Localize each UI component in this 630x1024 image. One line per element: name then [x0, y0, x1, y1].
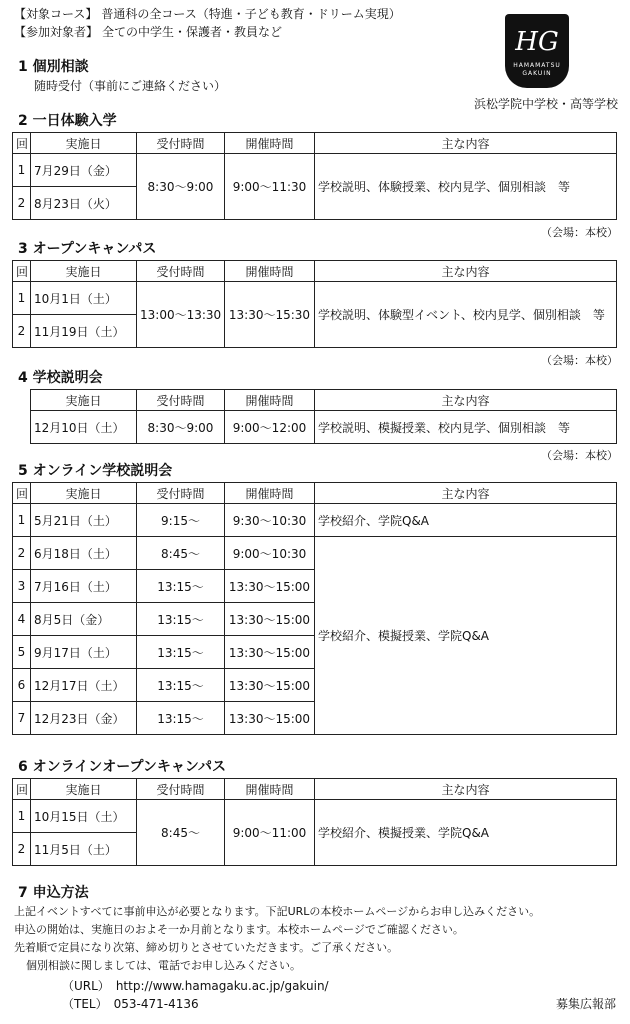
table-row: 6 12月17日（土） 13:15～ 13:30～15:00 [13, 669, 617, 702]
table-row: 1 7月29日（金） 8:30～9:00 9:00～11:30 学校説明、体験授業、校内見学、個別相談 等 [13, 154, 617, 187]
table-row: 5 9月17日（土） 13:15～ 13:30～15:00 [13, 636, 617, 669]
section-1-title: 1 個別相談 [18, 59, 89, 75]
department-name: 募集広報部 [555, 997, 616, 1011]
venue-note: （会場：本校） [541, 449, 618, 462]
table-row: 2 11月5日（土） [13, 833, 617, 866]
apply-line-2: 申込の開始は、実施日のおよそ一か月前となります。本校ホームページでご確認ください。 [14, 923, 464, 936]
table-header: 回 実施日 受付時間 開催時間 主な内容 [13, 261, 617, 282]
table-row: 1 10月15日（土） 8:45～ 9:00～11:00 学校紹介、模擬授業、学院Q&A [13, 800, 617, 833]
apply-line-1: 上記イベントすべてに事前申込が必要となります。下記URLの本校ホームページからお申し込みください。 [14, 905, 541, 918]
school-name: 浜松学院中学校・高等学校 [473, 97, 618, 111]
school-logo [505, 14, 569, 88]
table-online-open-campus [12, 778, 617, 866]
section-2-title: 2 一日体験入学 [18, 113, 117, 129]
tel-number: 053-471-4136 [113, 997, 199, 1011]
section-5-title: 5 オンライン学校説明会 [18, 463, 173, 479]
section-7-title: 7 申込方法 [18, 885, 89, 901]
section-3-title: 3 オープンキャンパス [18, 241, 157, 257]
table-row: 1 10月1日（土） 13:00～13:30 13:30～15:30 学校説明、体験型イベント、校内見学、個別相談 等 [13, 282, 617, 315]
table-header: 回 実施日 受付時間 開催時間 主な内容 [13, 483, 617, 504]
section-6-title: 6 オンラインオープンキャンパス [18, 759, 226, 775]
table-online-briefing [12, 482, 617, 735]
venue-note: （会場：本校） [541, 354, 618, 367]
table-header: 実施日 受付時間 開催時間 主な内容 [31, 390, 617, 411]
section-1-note: 随時受付（事前にご連絡ください） [34, 79, 227, 93]
table-header: 回 実施日 受付時間 開催時間 主な内容 [13, 779, 617, 800]
venue-note: （会場：本校） [541, 226, 618, 239]
url-line: （URL） http://www.hamagaku.ac.jp/gakuin/ [62, 979, 329, 993]
section-4-title: 4 学校説明会 [18, 370, 103, 386]
target-info: 【参加対象者】 全ての中学生・保護者・教員など [14, 25, 283, 39]
table-row: 2 6月18日（土） 8:45～ 9:00～10:30 学校紹介、模擬授業、学院Q&A [13, 537, 617, 570]
table-row: 1 5月21日（土） 9:15～ 9:30～10:30 学校紹介、学院Q&A [13, 504, 617, 537]
tel-line: （TEL） 053-471-4136 [62, 997, 199, 1011]
table-row: 2 11月19日（土） [13, 315, 617, 348]
table-trial-day [12, 132, 617, 220]
course-info: 【対象コース】 普通科の全コース（特進・子ども教育・ドリーム実現） [14, 7, 401, 21]
table-row: 4 8月5日（金） 13:15～ 13:30～15:00 [13, 603, 617, 636]
table-row: 3 7月16日（土） 13:15～ 13:30～15:00 [13, 570, 617, 603]
table-header: 回 実施日 受付時間 開催時間 主な内容 [13, 133, 617, 154]
logo-text-2: GAKUIN [522, 70, 552, 77]
table-open-campus [12, 260, 617, 348]
table-row: 12月10日（土） 8:30～9:00 9:00～12:00 学校説明、模擬授業、校内見学、個別相談 等 [31, 411, 617, 444]
table-row: 7 12月23日（金） 13:15～ 13:30～15:00 [13, 702, 617, 735]
logo-text-1: HAMAMATSU [513, 62, 561, 69]
logo-mark: HG [515, 27, 559, 57]
url-link[interactable]: http://www.hamagaku.ac.jp/gakuin/ [115, 979, 329, 993]
table-school-briefing [30, 389, 617, 444]
table-row: 2 8月23日（火） [13, 187, 617, 220]
apply-line-3: 先着順で定員になり次第、締め切りとさせていただきます。ご了承ください。 [14, 941, 399, 954]
apply-line-4: 個別相談に関しましては、電話でお申し込みください。 [26, 959, 301, 972]
